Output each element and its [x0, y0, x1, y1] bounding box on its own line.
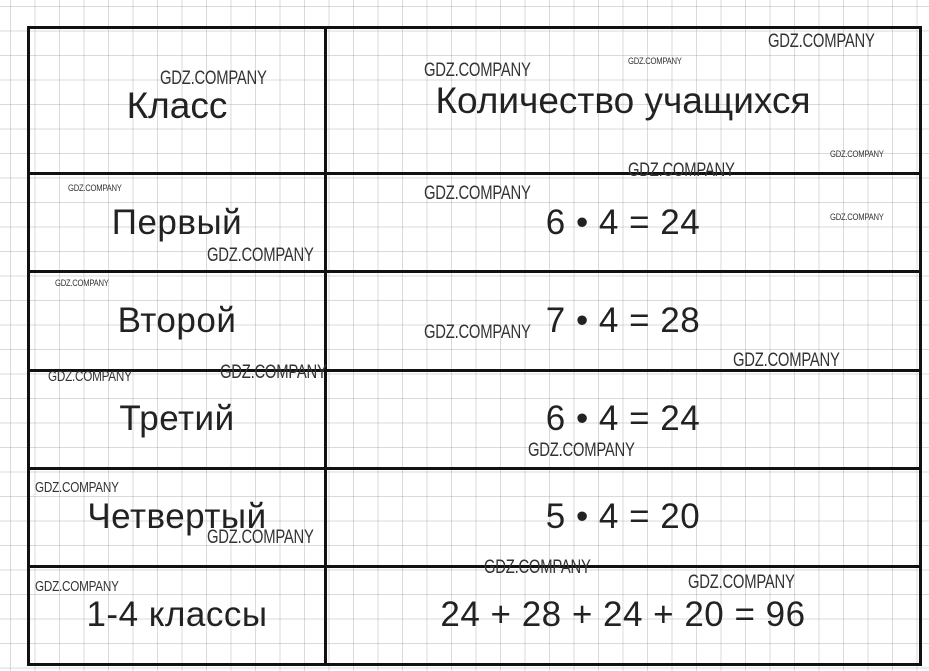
watermark: GDZ.COMPANY	[35, 479, 119, 496]
table-row	[29, 468, 921, 566]
watermark: GDZ.COMPANY	[424, 183, 531, 204]
student-count-table	[27, 26, 922, 666]
watermark: GDZ.COMPANY	[35, 578, 119, 595]
watermark: GDZ.COMPANY	[55, 278, 109, 288]
table-row	[29, 370, 921, 468]
watermark: GDZ.COMPANY	[768, 31, 875, 52]
count-expression: 24 + 28 + 24 + 20 = 96	[440, 595, 806, 635]
count-expression: 6 • 4 = 24	[545, 202, 701, 242]
class-name: 1-4 классы	[86, 595, 268, 635]
class-name: Третий	[119, 399, 235, 439]
count-cell	[326, 174, 921, 272]
watermark: GDZ.COMPANY	[207, 245, 314, 266]
class-name: Второй	[117, 300, 237, 340]
header-count-label: Количество учащихся	[435, 79, 811, 121]
class-name: Четвертый	[87, 497, 267, 537]
watermark: GDZ.COMPANY	[160, 68, 267, 89]
watermark: GDZ.COMPANY	[628, 56, 682, 66]
count-expression: 6 • 4 = 24	[545, 399, 701, 439]
count-expression: 7 • 4 = 28	[545, 300, 701, 340]
count-cell	[326, 468, 921, 566]
watermark: GDZ.COMPANY	[68, 183, 122, 193]
watermark: GDZ.COMPANY	[628, 160, 735, 181]
watermark: GDZ.COMPANY	[830, 212, 884, 222]
watermark: GDZ.COMPANY	[688, 572, 795, 593]
watermark: GDZ.COMPANY	[484, 557, 591, 578]
watermark: GDZ.COMPANY	[207, 527, 314, 548]
watermark: GDZ.COMPANY	[424, 322, 531, 343]
header-class-cell	[29, 28, 326, 174]
count-expression: 5 • 4 = 20	[545, 497, 701, 537]
watermark: GDZ.COMPANY	[424, 60, 531, 81]
watermark: GDZ.COMPANY	[733, 350, 840, 371]
watermark: GDZ.COMPANY	[830, 149, 884, 159]
header-class-label: Класс	[126, 84, 228, 126]
watermark: GDZ.COMPANY	[48, 368, 132, 385]
count-cell	[326, 566, 921, 664]
watermark: GDZ.COMPANY	[220, 362, 327, 383]
class-name: Первый	[111, 202, 243, 242]
watermark: GDZ.COMPANY	[528, 440, 635, 461]
